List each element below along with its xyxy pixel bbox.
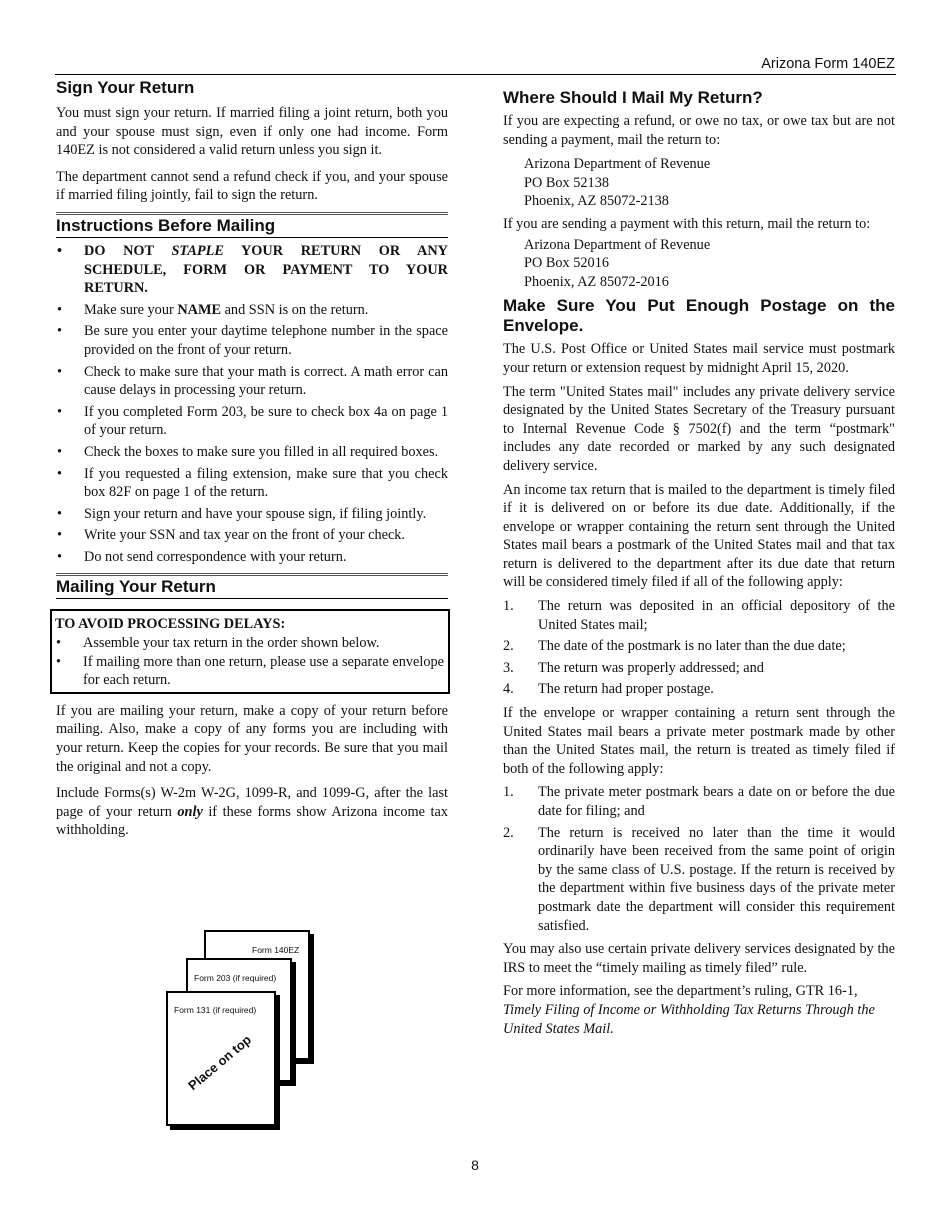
- list-item: • If mailing more than one return, please use a separate envelope for each return.: [55, 653, 444, 690]
- postage-paragraph-5: You may also use certain private delivery services designated by the IRS to meet the “timely mailing as timely filed” rule.: [503, 941, 895, 976]
- sign-paragraph-1: You must sign your return. If married filing a joint return, both you and your spouse must sign, even if only one had income. Form 140EZ is not considered a valid return unless you sign it.: [56, 105, 448, 159]
- list-item: • Check the boxes to make sure you filled in all required boxes.: [56, 443, 448, 462]
- list-item: • If you completed Form 203, be sure to check box 4a on page 1 of your return.: [56, 403, 448, 440]
- list-item: 3. The return was properly addressed; and: [503, 659, 764, 676]
- box-title: TO AVOID PROCESSING DELAYS:: [55, 616, 286, 633]
- header-rule: [55, 74, 896, 75]
- list-item: • Be sure you enter your daytime telephone number in the space provided on the front of your return.: [56, 322, 448, 359]
- where-paragraph-1: If you are expecting a refund, or owe no tax, or owe tax but are not sending a payment, mail the return to:: [503, 113, 895, 148]
- list-item: 1. The private meter postmark bears a date on or before the due date for filing; and: [503, 784, 895, 819]
- page-number: 8: [471, 1157, 479, 1173]
- instructions-list: [56, 242, 448, 567]
- form-header: Arizona Form 140EZ: [761, 56, 895, 72]
- postage-paragraph-3: An income tax return that is mailed to the department is timely filed if it is delivered on or before its due date. Additionally, if the envelope or wrapper containing the return sent through the United States mail bears a postmark of the United States mail and that tax return is delivered to the department after its due date that return will be considered timely filed if all of the following apply:: [503, 481, 895, 591]
- conditions-list-2: [503, 783, 895, 935]
- list-item: • Assemble your tax return in the order shown below.: [55, 634, 444, 653]
- list-item: • Sign your return and have your spouse sign, if filing jointly.: [56, 505, 448, 524]
- mailing-paragraph-2: Include Forms(s) W-2m W-2G, 1099-R, and 1099-G, after the last page of your return only if these forms show Arizona income tax withholding.: [56, 785, 448, 839]
- postage-paragraph-1: The U.S. Post Office or United States mail service must postmark your return or extension request by midnight April 15, 2020.: [503, 341, 895, 376]
- right-column: [503, 88, 895, 1038]
- form-stack-illustration: [160, 922, 320, 1132]
- postage-paragraph-4: If the envelope or wrapper containing a return sent through the United States mail bears a private meter postmark made by other than the United States mail, the return is treated as timely filed if both of the following apply:: [503, 705, 895, 777]
- list-item: 4. The return had proper postage.: [503, 681, 714, 698]
- list-item: 2. The return is received no later than the time it would ordinarily have been received from the same point of origin by the same class of U.S. postage. If the return is received by the department within five business days of the private meter postmark date the department will consider this requirement satisfied.: [503, 824, 895, 934]
- where-title: Where Should I Mail My Return?: [503, 88, 763, 107]
- place-on-top-label: Place on top: [185, 1031, 255, 1094]
- mailing-heading: [56, 573, 448, 599]
- postage-paragraph-2: The term "United States mail" includes any private delivery service designated by the United States Secretary of the Treasury pursuant to Internal Revenue Code § 7502(f) and the term “postmark" includes any date recorded or marked by any such designated delivery service.: [503, 383, 895, 474]
- processing-delays-box: [50, 609, 450, 693]
- sign-title: Sign Your Return: [56, 78, 195, 97]
- instructions-title: Instructions Before Mailing: [56, 215, 276, 235]
- list-item: 1. The return was deposited in an official depository of the United States mail;: [503, 598, 895, 633]
- mailing-paragraph-1: If you are mailing your return, make a copy of your return before mailing. Also, make a copy of any forms you are including with your return. Keep the copies for your records. Be sure that you mail the original and not a copy.: [56, 702, 448, 775]
- mailing-title: Mailing Your Return: [56, 577, 216, 597]
- where-paragraph-2: If you are sending a payment with this return, mail the return to:: [503, 215, 871, 232]
- list-item: • Write your SSN and tax year on the front of your check.: [56, 526, 448, 545]
- list-item: 2. The date of the postmark is no later than the due date;: [503, 638, 846, 655]
- postage-paragraph-6: For more information, see the department’s ruling, GTR 16-1, Timely Filing of Income or Withholding Tax Returns Through the United States Mail.: [503, 983, 875, 1037]
- list-item: • Check to make sure that your math is correct. A math error can cause delays in processing your return.: [56, 363, 448, 400]
- form-203-card: Form 203 (if required): [186, 958, 292, 1082]
- instructions-heading: [56, 212, 448, 238]
- refund-address: Arizona Department of Revenue PO Box 52138 Phoenix, AZ 85072-2138: [524, 156, 711, 210]
- list-item: • If you requested a filing extension, make sure that you check box 82F on page 1 of the return.: [56, 465, 448, 502]
- payment-address: Arizona Department of Revenue PO Box 52016 Phoenix, AZ 85072-2016: [524, 236, 711, 290]
- postage-title: Make Sure You Put Enough Postage on the Envelope.: [503, 296, 895, 336]
- list-item: • DO NOT STAPLE YOUR RETURN OR ANY SCHEDULE, FORM OR PAYMENT TO YOUR RETURN.: [56, 242, 448, 298]
- list-item: • Make sure your NAME and SSN is on the return.: [56, 301, 448, 320]
- left-column: [56, 78, 448, 840]
- form-140ez-card: Form 140EZ: [204, 930, 310, 1060]
- form-131-card: Form 131 (if required) Place on top: [166, 991, 276, 1126]
- conditions-list-1: [503, 597, 895, 699]
- list-item: • Do not send correspondence with your return.: [56, 548, 448, 567]
- sign-paragraph-2: The department cannot send a refund check if you, and your spouse if married filing jointly, fail to sign the return.: [56, 168, 448, 204]
